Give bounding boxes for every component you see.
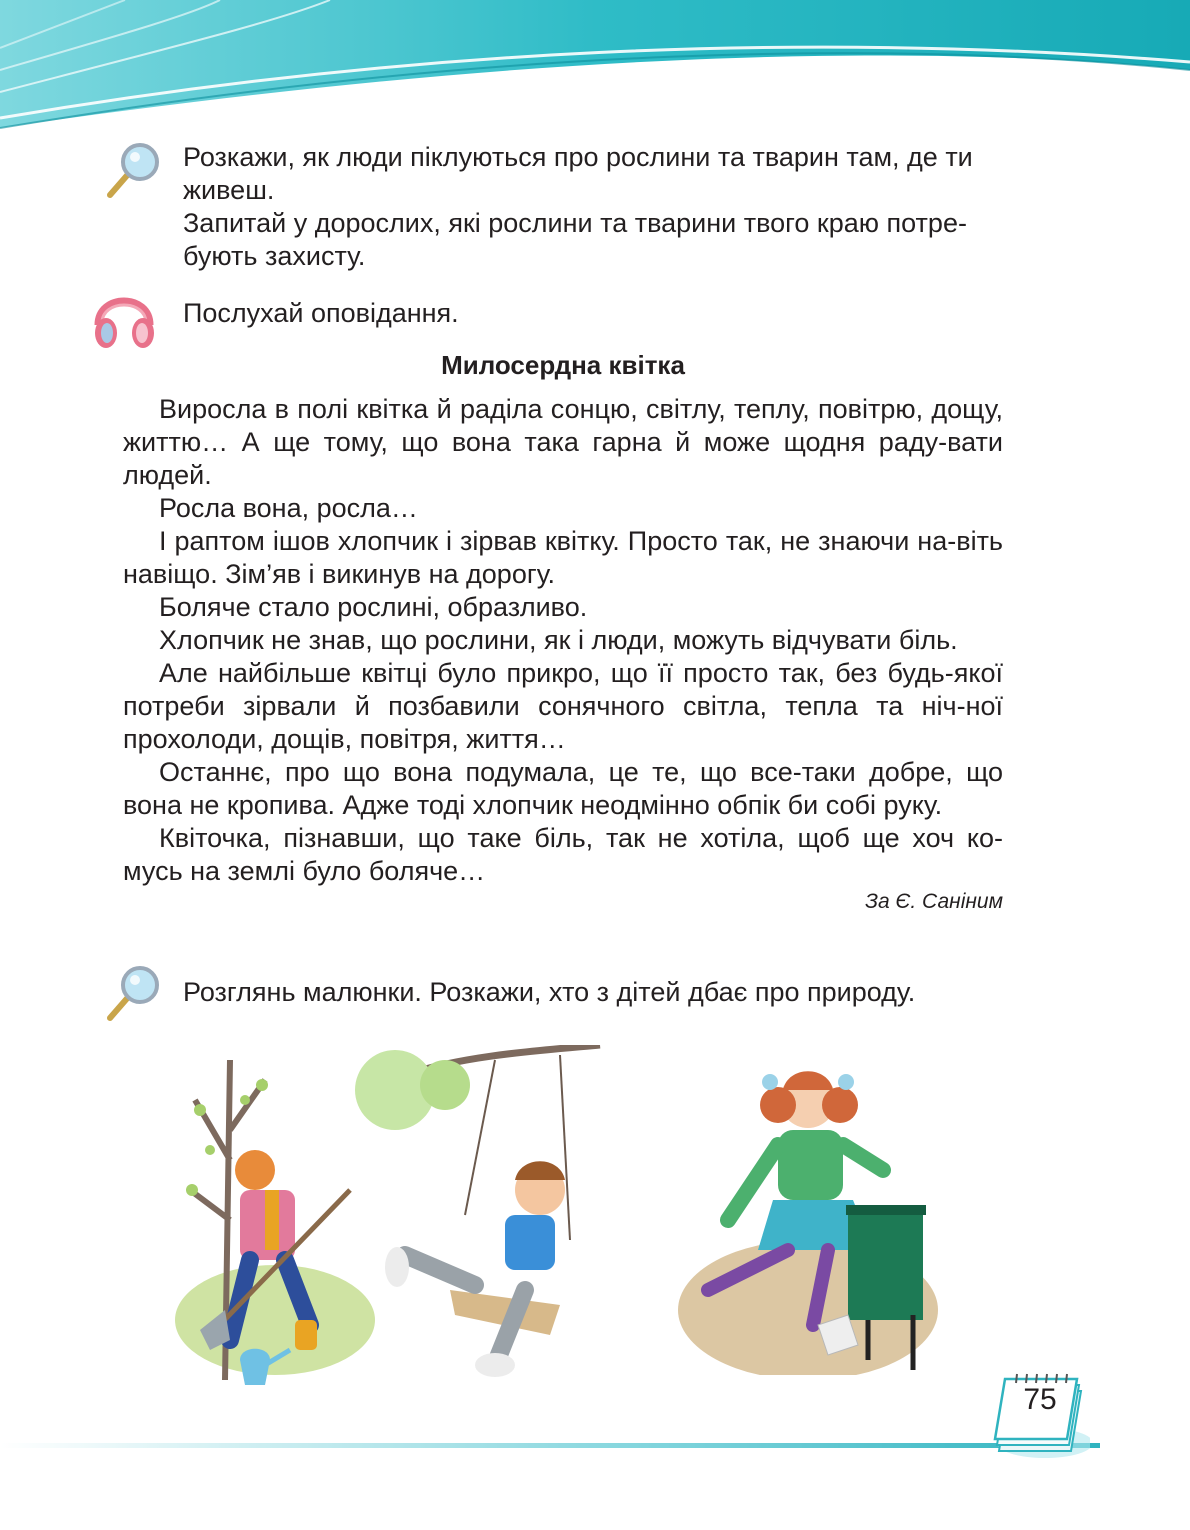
section2-text: Послухай оповідання. bbox=[183, 298, 459, 328]
story-paragraph: Виросла в полі квітка й раділа сонцю, світлу, теплу, повітрю, дощу, життю… А ще тому, що вона така гарна й може щодня раду-вати людей. bbox=[123, 394, 1003, 490]
magnifier-icon bbox=[102, 140, 162, 200]
page-number: 75 bbox=[1023, 1383, 1057, 1416]
story-paragraph: Боляче стало рослині, образливо. bbox=[159, 592, 588, 622]
section1-line: Розкажи, як люди піклуються про рослини та тварин там, де ти bbox=[183, 142, 973, 172]
section1-line: живеш. bbox=[183, 175, 275, 205]
header-wave-decoration bbox=[0, 0, 1190, 135]
story-paragraph: І раптом ішов хлопчик і зірвав квітку. Просто так, не знаючи на-віть навіщо. Зім’яв і викинув на дорогу. bbox=[123, 526, 1003, 589]
footer-line-decoration bbox=[0, 1430, 1100, 1460]
boy-on-swing-illustration bbox=[345, 1045, 605, 1385]
story-paragraph: Але найбільше квітці було прикро, що її просто так, без будь-якої потреби зірвали й позбавили сонячного світла, тепла та ніч-ної прохолоди, дощів, повітря, життя… bbox=[123, 658, 1003, 754]
headphones-icon bbox=[88, 283, 160, 351]
magnifier-icon bbox=[102, 963, 162, 1023]
story-paragraph: Росла вона, росла… bbox=[159, 493, 418, 523]
story-author: За Є. Саніним bbox=[865, 890, 1003, 913]
girl-littering-illustration bbox=[678, 1060, 943, 1375]
story-paragraph: Останнє, про що вона подумала, це те, що все-таки добре, що вона не кропива. Адже тоді хлопчик неодмінно обпік би собі руку. bbox=[123, 757, 1003, 820]
story-title: Милосердна квітка bbox=[441, 350, 685, 380]
section1-text bbox=[183, 141, 1013, 273]
section1-line: бують захисту. bbox=[183, 241, 366, 271]
story-paragraph: Квіточка, пізнавши, що таке біль, так не хотіла, щоб ще хоч ко-мусь на землі було боляче… bbox=[123, 823, 1003, 886]
section1-line: Запитай у дорослих, які рослини та тварини твого краю потре- bbox=[183, 208, 967, 238]
story-paragraph: Хлопчик не знав, що рослини, як і люди, можуть відчувати біль. bbox=[159, 625, 958, 655]
section3-text: Розглянь малюнки. Розкажи, хто з дітей дбає про природу. bbox=[183, 977, 916, 1007]
